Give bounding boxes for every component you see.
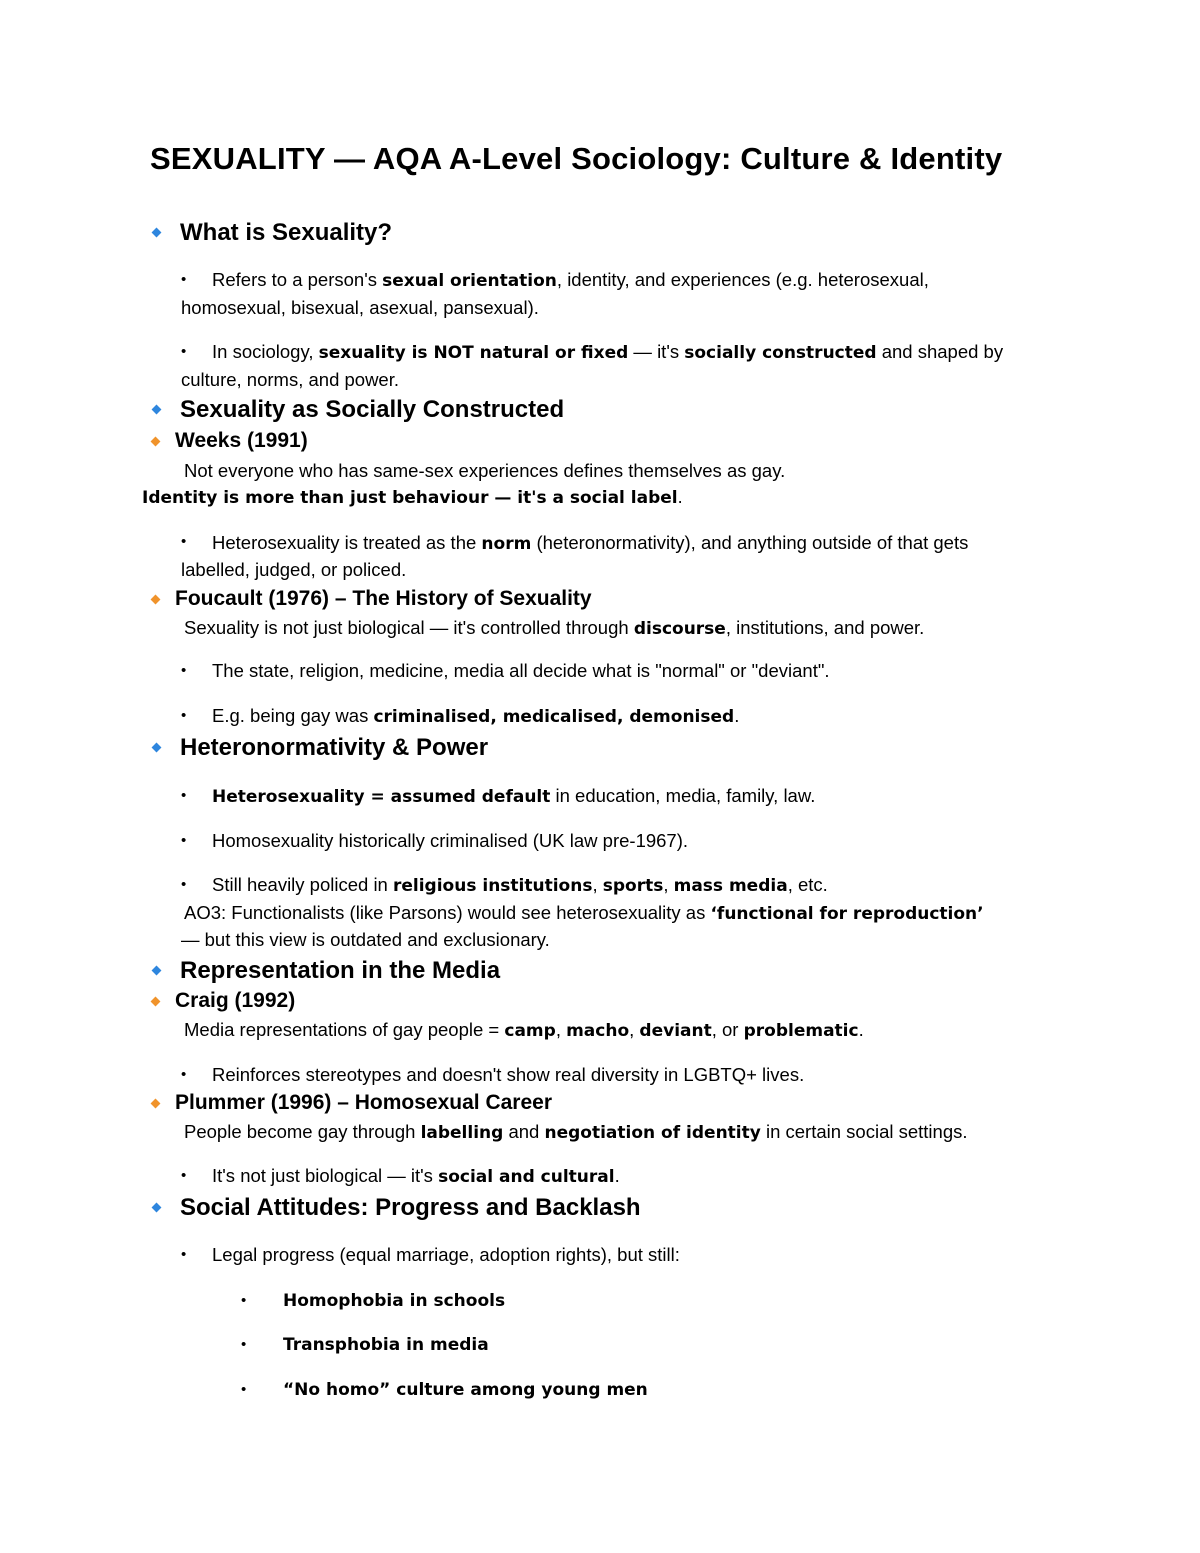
paragraph-default: Heterosexuality = assumed default in education, media, family, law. (212, 785, 816, 807)
paragraph-foucault-institutions: The state, religion, medicine, media all decide what is "normal" or "deviant". (212, 660, 830, 681)
paragraph-social-cultural: It's not just biological — it's social and cultural. (212, 1165, 620, 1187)
bullet-icon: • (181, 832, 187, 849)
bullet-icon: • (181, 533, 187, 550)
section-bullet-icon (152, 405, 162, 415)
paragraph-weeks: Not everyone who has same-sex experiences defines themselves as gay. (184, 460, 786, 481)
section-bullet-icon (152, 743, 162, 753)
bullet-icon: • (181, 1066, 187, 1083)
paragraph-social-construct: In sociology, sexuality is NOT natural or fixed — it's socially constructed and shaped by (212, 341, 1004, 363)
subheading-plummer: Plummer (1996) – Homosexual Career (175, 1091, 553, 1114)
sub-bullet-icon (151, 1099, 161, 1109)
subheading-foucault: Foucault (1976) – The History of Sexuality (175, 587, 592, 610)
section-bullet-icon (152, 228, 162, 238)
subheading-craig: Craig (1992) (175, 989, 296, 1012)
paragraph-plummer: People become gay through labelling and negotiation of identity in certain social settings. (184, 1121, 968, 1143)
paragraph-orientation: Refers to a person's sexual orientation, identity, and experiences (e.g. heterosexual, (212, 269, 929, 291)
paragraph-ao3: AO3: Functionalists (like Parsons) would see heterosexuality as ‘functional for reproduction’ (184, 902, 984, 924)
page-title: SEXUALITY — AQA A-Level Sociology: Culture & Identity (150, 141, 1003, 176)
sub-bullet-icon (151, 595, 161, 605)
paragraph-craig: Media representations of gay people = camp, macho, deviant, or problematic. (184, 1019, 864, 1041)
paragraph-criminalised: Homosexuality historically criminalised (UK law pre-1967). (212, 830, 689, 851)
section-heading-heteronormativity: Heteronormativity & Power (180, 734, 489, 761)
bullet-icon: • (181, 876, 187, 893)
subheading-weeks: Weeks (1991) (175, 429, 308, 452)
sub-bullet-icon (151, 997, 161, 1007)
section-heading-media: Representation in the Media (180, 957, 501, 984)
bullet-icon: • (181, 787, 187, 804)
paragraph-heteronormativity: Heterosexuality is treated as the norm (heteronormativity), and anything outside of that gets (212, 532, 969, 554)
paragraph-weeks-label: Identity is more than just behaviour — it's a social label. (142, 487, 683, 508)
paragraph-heteronormativity-cont: labelled, judged, or policed. (181, 559, 407, 580)
bullet-icon: • (181, 662, 187, 679)
list-item: Homophobia in schools (283, 1291, 506, 1311)
bullet-icon: • (181, 707, 187, 724)
bullet-icon: • (241, 1292, 247, 1309)
bullet-icon: • (181, 271, 187, 288)
list-item: “No homo” culture among young men (283, 1380, 648, 1400)
paragraph-orientation-cont: homosexual, bisexual, asexual, pansexual). (181, 297, 539, 318)
bullet-icon: • (241, 1336, 247, 1353)
list-item: Transphobia in media (283, 1335, 489, 1355)
paragraph-social-construct-cont: culture, norms, and power. (181, 369, 399, 390)
bullet-icon: • (181, 343, 187, 360)
paragraph-policed: Still heavily policed in religious institutions, sports, mass media, etc. (212, 874, 828, 896)
paragraph-ao3-cont: — but this view is outdated and exclusionary. (181, 929, 550, 950)
paragraph-foucault-example: E.g. being gay was criminalised, medicalised, demonised. (212, 705, 740, 727)
section-heading-social-attitudes: Social Attitudes: Progress and Backlash (180, 1194, 641, 1221)
section-bullet-icon (152, 966, 162, 976)
paragraph-foucault: Sexuality is not just biological — it's controlled through discourse, institutions, and power. (184, 617, 925, 639)
paragraph-stereotypes: Reinforces stereotypes and doesn't show real diversity in LGBTQ+ lives. (212, 1064, 805, 1085)
section-bullet-icon (152, 1203, 162, 1213)
section-heading-what-is-sexuality: What is Sexuality? (180, 219, 393, 246)
section-heading-socially-constructed: Sexuality as Socially Constructed (180, 396, 565, 423)
bullet-icon: • (181, 1167, 187, 1184)
bullet-icon: • (241, 1381, 247, 1398)
sub-bullet-icon (151, 437, 161, 447)
bullet-icon: • (181, 1246, 187, 1263)
paragraph-legal-progress: Legal progress (equal marriage, adoption rights), but still: (212, 1244, 680, 1265)
